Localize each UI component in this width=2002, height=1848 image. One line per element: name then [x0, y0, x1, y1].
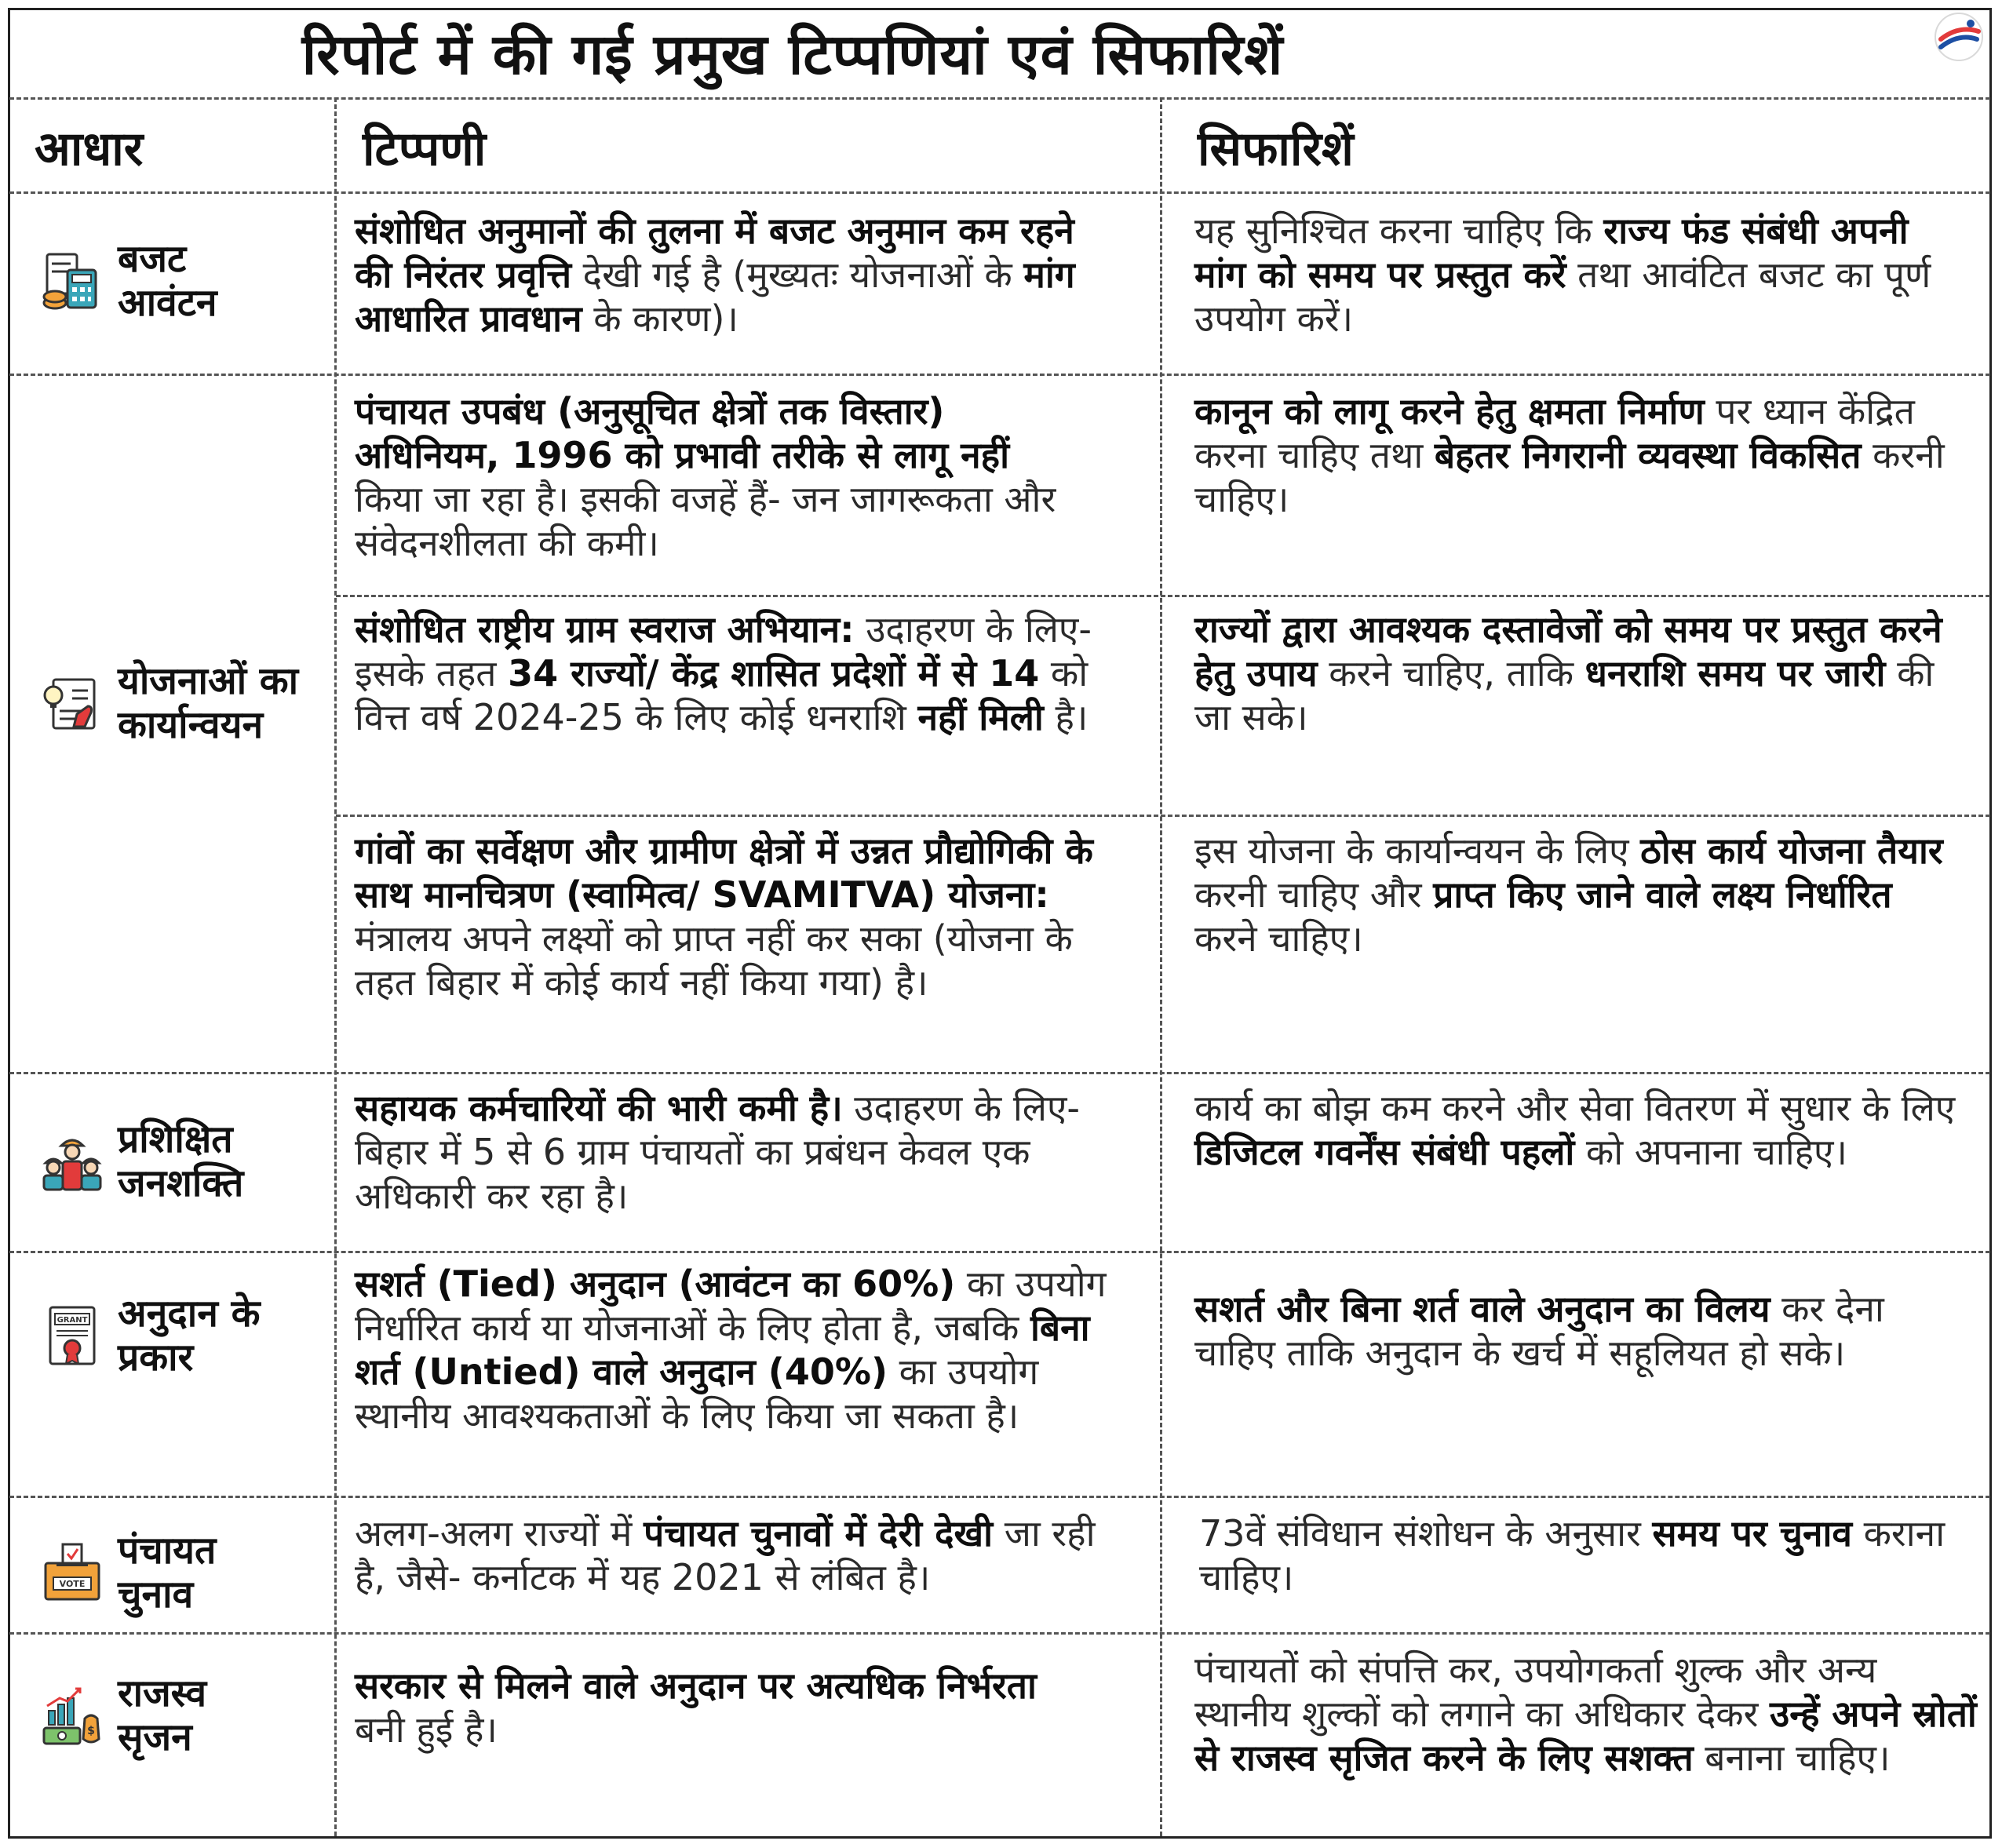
observation-cell	[355, 209, 1124, 341]
basis-label: जनशक्ति	[118, 1161, 244, 1205]
header-observation: टिप्पणी	[363, 122, 487, 177]
basis-label: पंचायत	[118, 1529, 217, 1573]
page-title: रिपोर्ट में की गई प्रमुख टिप्पणियां एवं सिफारिशें	[301, 21, 1284, 87]
body-text: पंचायतों को संपत्ति कर, उपयोगकर्ता शुल्क और अन्य स्थानीय शुल्कों को लगाने का अधिकार देकर	[1194, 1649, 1877, 1735]
emphasis-text: नहीं मिली	[917, 696, 1044, 738]
recommendation-cell	[1194, 389, 1964, 521]
header-basis: आधार	[35, 122, 144, 177]
basis-label: अनुदान के	[118, 1292, 261, 1336]
observation-cell	[355, 1262, 1132, 1438]
emphasis-text: मांग आधारित प्रावधान	[355, 253, 1075, 340]
basis-label: चुनाव	[118, 1573, 194, 1617]
row-divider	[9, 374, 1990, 376]
basis-scheme-implementation	[41, 659, 298, 747]
row-divider	[9, 191, 1990, 194]
emphasis-text: समय पर चुनाव	[1652, 1512, 1852, 1555]
body-text: जा रही है, जैसे- कर्नाटक में यह 2021 से लंबित है।	[355, 1512, 1096, 1598]
recommendation-cell	[1194, 1287, 1940, 1375]
emphasis-text: धनराशि समय पर जारी	[1584, 652, 1886, 694]
basis-budget-allocation	[41, 237, 217, 325]
basis-label: बजट	[118, 237, 187, 281]
basis-label: प्रशिक्षित	[118, 1117, 233, 1161]
observation-cell	[355, 1664, 1061, 1751]
subrow-divider	[336, 595, 1990, 597]
row-divider	[9, 1251, 1990, 1253]
emphasis-text: उन्हें अपने स्रोतों से राजस्व सृजित करने के लिए सशक्त	[1194, 1693, 1977, 1779]
body-text: कार्य का बोझ कम करने और सेवा वितरण में सुधार के लिए	[1194, 1087, 1956, 1129]
emphasis-text: ठोस कार्य योजना तैयार	[1640, 829, 1943, 872]
body-text: 73वें संविधान संशोधन के अनुसार	[1199, 1512, 1653, 1555]
header-divider	[9, 97, 1990, 100]
basis-label: सृजन	[118, 1715, 192, 1759]
body-text: को वित्त वर्ष 2024-25 के लिए कोई धनराशि	[355, 652, 1089, 738]
body-text: कर देना चाहिए ताकि अनुदान के खर्च में सहूलियत हो सके।	[1194, 1288, 1884, 1374]
body-text: देखी गई है (मुख्यतः योजनाओं के	[571, 253, 1024, 296]
ballot-box-icon	[41, 1541, 104, 1604]
basis-label: प्रकार	[118, 1336, 194, 1380]
basis-revenue-generation	[41, 1671, 206, 1759]
emphasis-text: पंचायत चुनावों में देरी देखी	[644, 1512, 994, 1555]
emphasis-text: संशोधित अनुमानों की तुलना में बजट अनुमान कम रहने की निरंतर प्रवृत्ति	[355, 210, 1074, 296]
brand-logo	[1930, 8, 1988, 66]
emphasis-text: डिजिटल गवर्नेंस संबंधी पहलों	[1194, 1131, 1575, 1173]
body-text: करनी चाहिए और	[1194, 873, 1434, 916]
body-text: को अपनाना चाहिए।	[1574, 1131, 1847, 1173]
body-text: बनी हुई है।	[355, 1708, 498, 1751]
body-text: के कारण)।	[582, 297, 738, 340]
recommendation-cell	[1194, 829, 1948, 960]
emphasis-text: कानून को लागू करने हेतु क्षमता निर्माण	[1194, 390, 1705, 432]
recommendation-cell	[1194, 1648, 1979, 1780]
observation-cell	[355, 389, 1061, 565]
body-text: करने चाहिए।	[1194, 917, 1363, 960]
emphasis-text: सशर्त और बिना शर्त वाले अनुदान का विलय	[1194, 1288, 1770, 1330]
emphasis-text: बेहतर निगरानी व्यवस्था विकसित	[1434, 434, 1862, 476]
subrow-divider	[336, 815, 1990, 817]
vote-icon-text: VOTE	[59, 1579, 86, 1589]
emphasis-text: गांवों का सर्वेक्षण और ग्रामीण क्षेत्रों में उन्नत प्रौद्योगिकी के साथ मानचित्रण (स्वामित्व/ SVAMITVA) योजना:	[355, 829, 1093, 916]
emphasis-text: राज्य फंड संबंधी अपनी मांग को समय पर प्रस्तुत करें	[1194, 210, 1909, 296]
emphasis-text: संशोधित राष्ट्रीय ग्राम स्वराज अभियान:	[355, 608, 855, 651]
revenue-growth-icon	[41, 1684, 104, 1747]
body-text: किया जा रहा है। इसकी वजहें हैं- जन जागरूकता और संवेदनशीलता की कमी।	[355, 478, 1056, 564]
body-text: मंत्रालय अपने लक्ष्यों को प्राप्त नहीं कर सका (योजना के तहत बिहार में कोई कार्य नहीं किया गया) है।	[355, 917, 1073, 1004]
body-text: इस योजना के कार्यान्वयन के लिए	[1194, 829, 1641, 872]
body-text: कराना चाहिए।	[1199, 1512, 1945, 1598]
body-text: करने चाहिए, ताकि	[1317, 652, 1585, 694]
body-text: उदाहरण के लिए- बिहार में 5 से 6 ग्राम पंचायतों का प्रबंधन केवल एक अधिकारी कर रहा है।	[355, 1087, 1081, 1217]
basis-label: आवंटन	[118, 281, 217, 325]
observation-cell	[355, 1511, 1108, 1599]
header-recommendation: सिफारिशें	[1198, 122, 1354, 177]
emphasis-text: बिना शर्त (Untied) वाले अनुदान (40%)	[355, 1307, 1090, 1393]
body-text: करनी चाहिए।	[1194, 434, 1945, 520]
emphasis-text: सहायक कर्मचारियों की भारी कमी है।	[355, 1087, 843, 1129]
row-divider	[9, 1072, 1990, 1074]
basis-label: राजस्व	[118, 1671, 207, 1715]
column-divider	[1160, 97, 1162, 1836]
row-divider	[9, 1632, 1990, 1635]
recommendation-cell	[1194, 1086, 1971, 1174]
body-text: का उपयोग निर्धारित कार्य या योजनाओं के लिए होता है, जबकि	[355, 1263, 1107, 1349]
basis-panchayat-elections	[41, 1529, 216, 1617]
emphasis-text: 34 राज्यों/ केंद्र शासित प्रदेशों में से 14	[508, 652, 1040, 694]
column-divider	[334, 97, 337, 1836]
body-text: अलग-अलग राज्यों में	[355, 1512, 644, 1555]
basis-label: कार्यान्वयन	[118, 703, 264, 747]
basis-grant-types	[41, 1292, 260, 1380]
observation-cell	[355, 1086, 1116, 1218]
svg-text:$: $	[87, 1725, 95, 1737]
recommendation-cell	[1199, 1511, 1968, 1599]
body-text: का उपयोग स्थानीय आवश्यकताओं के लिए किया जा सकता है।	[355, 1350, 1039, 1437]
body-text: तथा आवंटित बजट का पूर्ण उपयोग करें।	[1194, 253, 1931, 340]
emphasis-text: पंचायत उपबंध (अनुसूचित क्षेत्रों तक विस्तार) अधिनियम, 1996 को प्रभावी तरीके से लागू नहीं	[355, 390, 1009, 476]
body-text: बनाना चाहिए।	[1693, 1737, 1891, 1779]
emphasis-text: प्राप्त किए जाने वाले लक्ष्य निर्धारित	[1433, 873, 1892, 916]
observation-cell	[355, 607, 1124, 739]
basis-trained-manpower	[41, 1117, 243, 1205]
basis-label: योजनाओं का	[118, 659, 299, 703]
body-text: पर ध्यान केंद्रित करना चाहिए तथा	[1194, 390, 1915, 476]
body-text: उदाहरण के लिए- इसके तहत	[355, 608, 1092, 694]
recommendation-cell	[1194, 209, 1964, 341]
recommendation-cell	[1194, 607, 1971, 739]
emphasis-text: सरकार से मिलने वाले अनुदान पर अत्यधिक निर्भरता	[355, 1664, 1037, 1707]
grant-icon-text: GRANT	[57, 1316, 88, 1325]
budget-calculator-icon	[41, 250, 104, 312]
emphasis-text: राज्यों द्वारा आवश्यक दस्तावेजों को समय पर प्रस्तुत करने हेतु उपाय	[1194, 608, 1942, 694]
emphasis-text: सशर्त (Tied) अनुदान (आवंटन का 60%)	[355, 1263, 956, 1305]
workers-group-icon	[41, 1130, 104, 1193]
row-divider	[9, 1496, 1990, 1498]
observation-cell	[355, 829, 1124, 1004]
body-text: यह सुनिश्चित करना चाहिए कि	[1194, 210, 1604, 252]
grant-certificate-icon	[41, 1304, 104, 1367]
body-text: है।	[1043, 696, 1089, 738]
body-text: की जा सके।	[1194, 652, 1935, 738]
document-hand-icon	[41, 672, 104, 734]
